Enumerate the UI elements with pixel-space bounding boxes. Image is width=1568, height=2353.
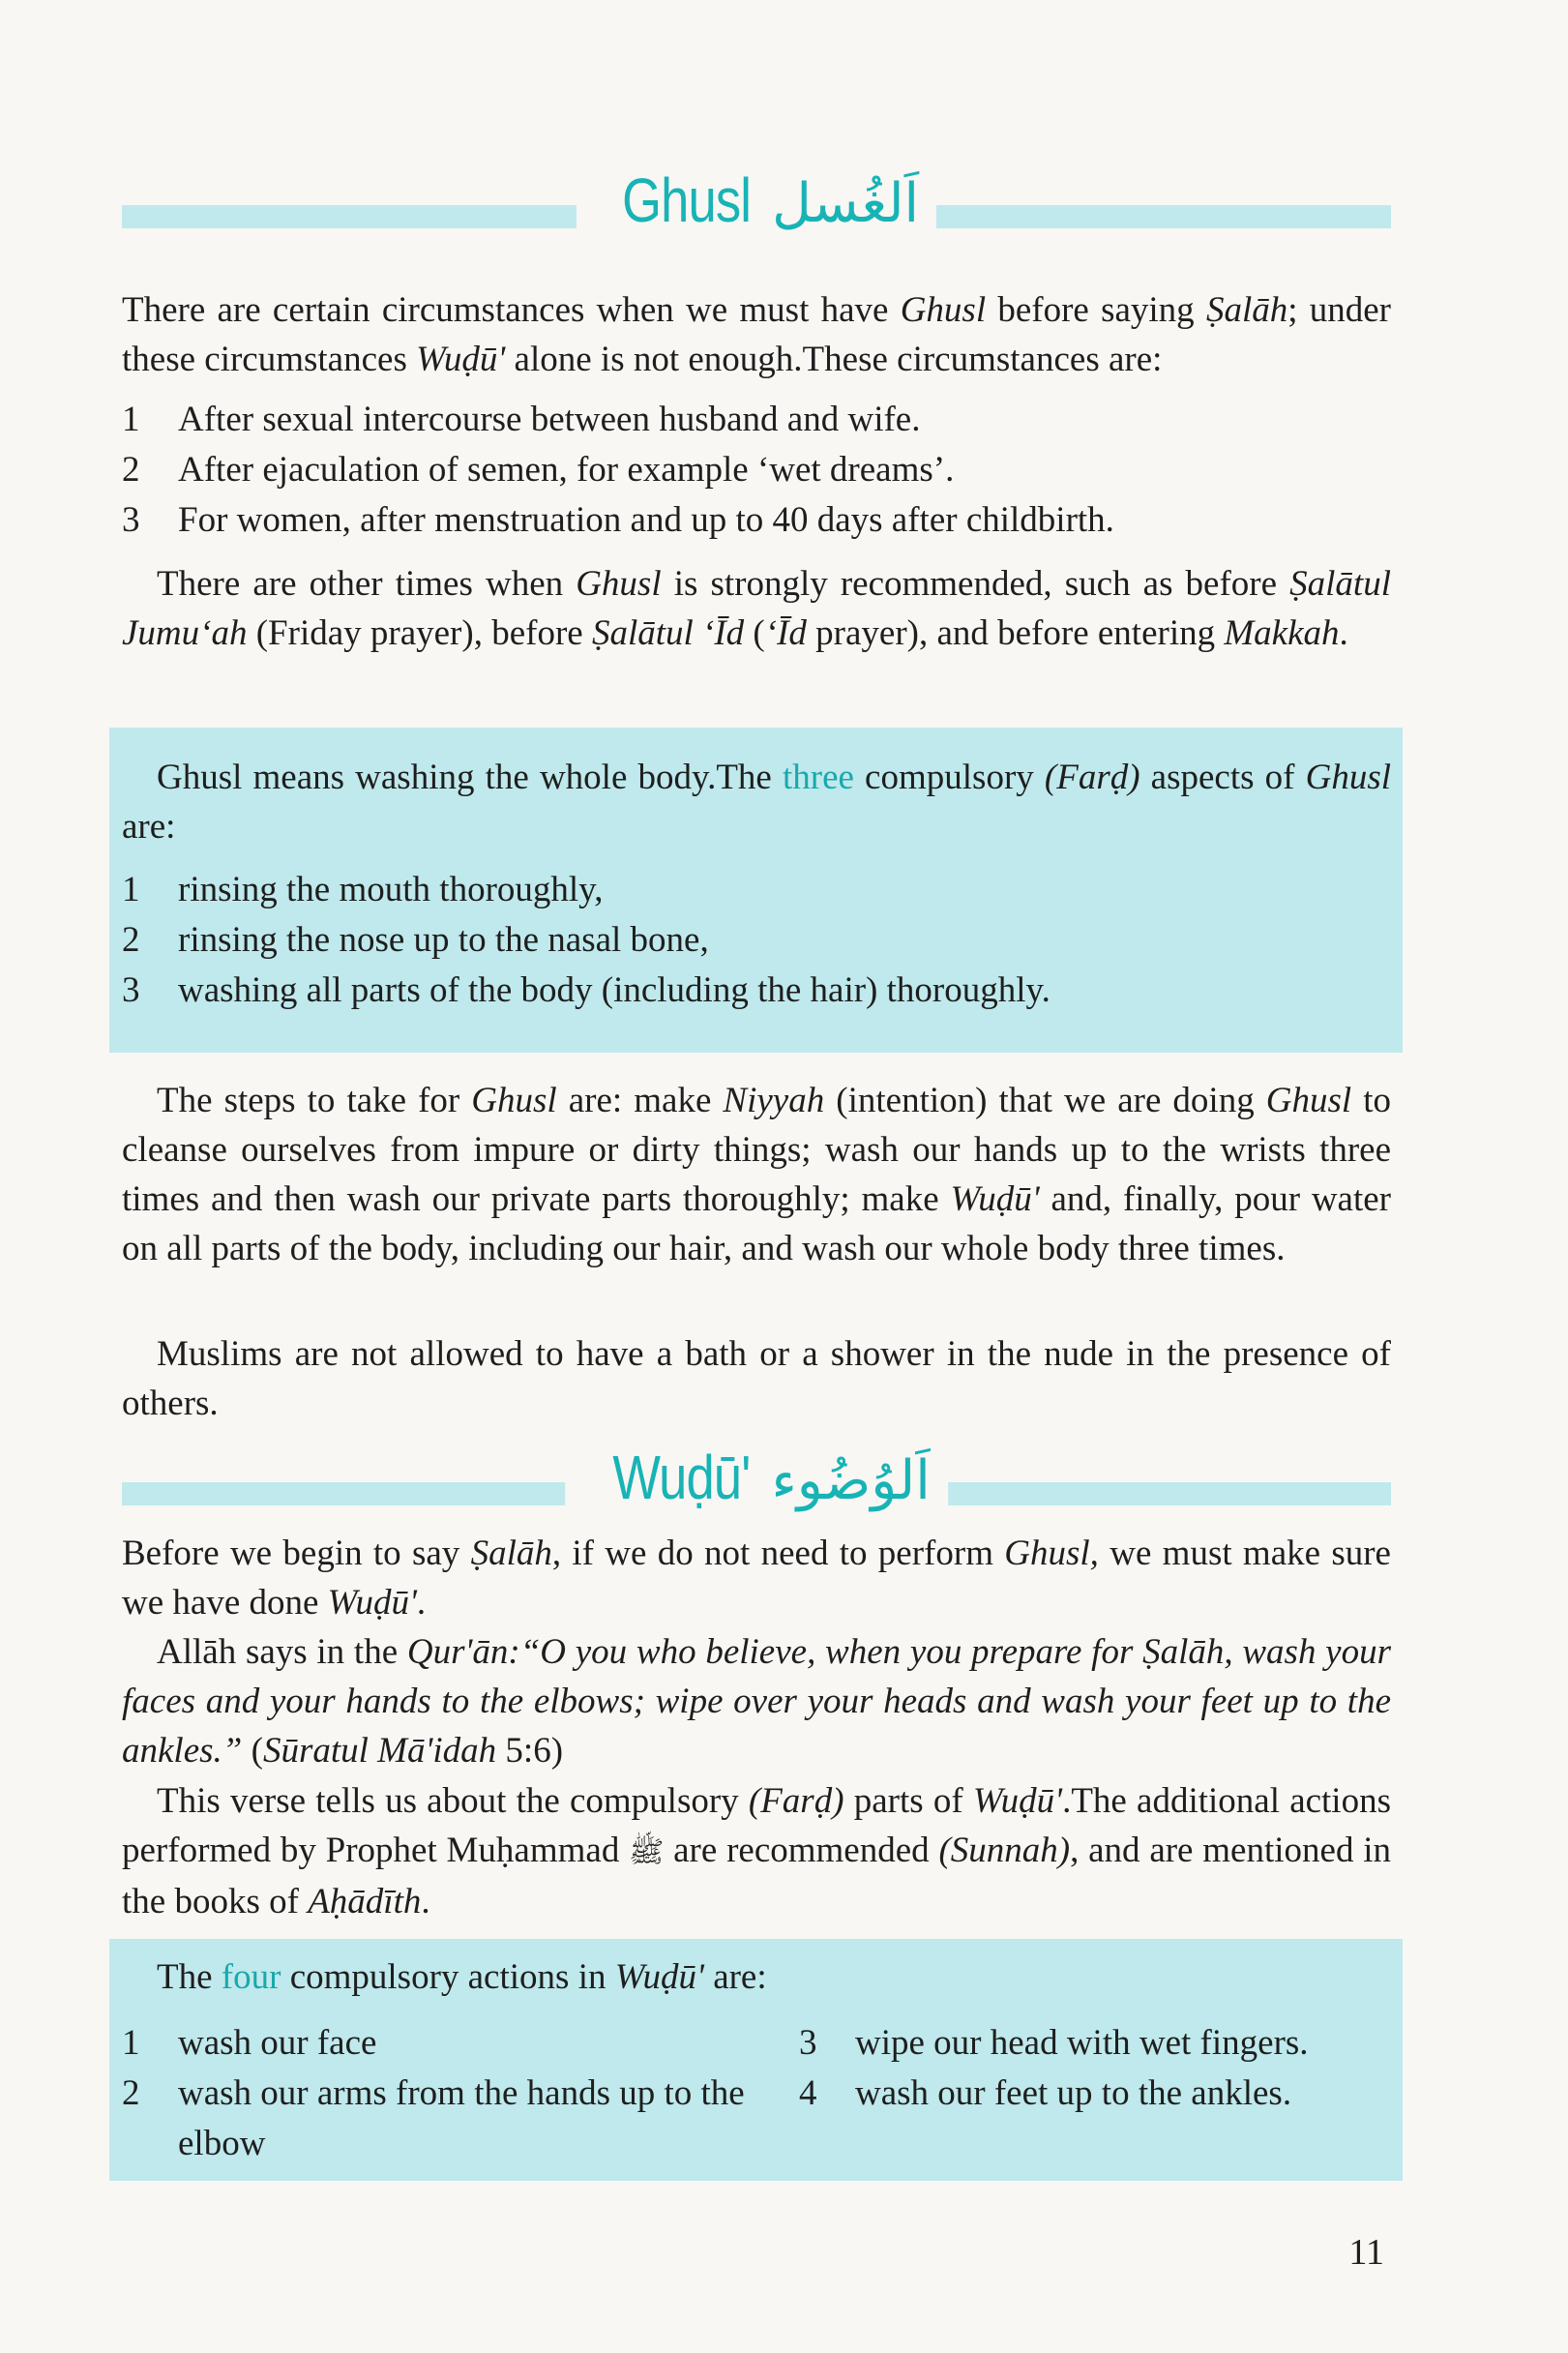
ghusl-steps: The steps to take for Ghusl are: make Niyyah (intention) that we are doing Ghusl to cleanse ourselves from impure or dirty things; wash our hands up to the wrists three times and then wash our private parts thoroughly; make Wuḍū' and, finally, pour water on all parts of the body, including our hair, and wash our whole body three times. — [122, 1081, 1391, 1268]
ghusl-intro: There are certain circumstances when we must have Ghusl before saying Ṣalāh; under these circumstances Wuḍū' alone is not enough.These circumstances are: — [122, 290, 1391, 379]
list-item: 3 wipe our head with wet fingers. — [799, 2023, 1309, 2063]
list-item: 1 After sexual intercourse between husband and wife. — [122, 400, 921, 439]
wudu-list-left — [122, 2018, 799, 2169]
list-item: 2 After ejaculation of semen, for example ‘wet dreams’. — [122, 450, 955, 490]
list-item: 1 rinsing the mouth thoroughly, — [122, 870, 604, 909]
highlight-three: three — [782, 758, 854, 797]
ghusl-recommended: There are other times when Ghusl is strongly recommended, such as before Ṣalātul Jumu‘ah (Friday prayer), before Ṣalātul ‘Īd (‘Īd prayer), and before entering Makkah. — [122, 564, 1391, 653]
list-item: 2 wash our arms from the hands up to the elbow — [122, 2073, 745, 2163]
heading-arabic: اَلوُضُوء — [771, 1449, 931, 1512]
heading-title — [565, 1442, 948, 1513]
heading-latin: Wuḍū' — [612, 1443, 751, 1512]
highlight-four: four — [221, 1957, 281, 1997]
list-item: 1 wash our face — [122, 2023, 377, 2063]
wudu-fard-list — [122, 2018, 1391, 2169]
list-item: 3 For women, after menstruation and up to 40 days after childbirth. — [122, 500, 1114, 540]
list-item: 3 washing all parts of the body (including the hair) thoroughly. — [122, 970, 1050, 1010]
quran-quote: “O you who believe, when you prepare for Ṣalāh, wash your faces and your hands to the elbows; wipe over your heads and wash your feet up to the ankles.” — [122, 1632, 1391, 1771]
wudu-quran: Allāh says in the Qur'ān:“O you who believe, when you prepare for Ṣalāh, wash your faces and your hands to the elbows; wipe over your heads and wash your feet up to the ankles.” (Sūratul Mā'idah 5:6) — [122, 1632, 1391, 1771]
pbuh-glyph: ﷺ — [629, 1835, 665, 1869]
heading-arabic: اَلغُسل — [772, 172, 920, 235]
wudu-before: Before we begin to say Ṣalāh, if we do not need to perform Ghusl, we must make sure we have done Wuḍū'. — [122, 1534, 1391, 1623]
wudu-verse: This verse tells us about the compulsory (Farḍ) parts of Wuḍū'.The additional actions performed by Prophet Muḥammad ﷺ are recommended (Sunnah), and are mentioned in the books of Aḥādīth. — [122, 1781, 1391, 1921]
ghusl-fard-list — [122, 865, 1391, 1016]
heading-latin: Ghusl — [622, 165, 752, 235]
list-item: 4 wash our feet up to the ankles. — [799, 2073, 1292, 2113]
ghusl-nude-note: Muslims are not allowed to have a bath or a shower in the nude in the presence of others. — [122, 1334, 1391, 1423]
page-number: 11 — [1348, 2232, 1384, 2273]
circumstances-list — [122, 395, 1391, 546]
ghusl-heading — [122, 164, 1391, 271]
wudu-list-right — [799, 2018, 1391, 2169]
wudu-box-intro: The four compulsory actions in Wuḍū' are: — [157, 1957, 767, 1997]
ghusl-box-intro: Ghusl means washing the whole body.The three compulsory (Farḍ) aspects of Ghusl are: — [122, 758, 1391, 847]
list-item: 2 rinsing the nose up to the nasal bone, — [122, 920, 709, 960]
heading-title — [577, 164, 936, 236]
